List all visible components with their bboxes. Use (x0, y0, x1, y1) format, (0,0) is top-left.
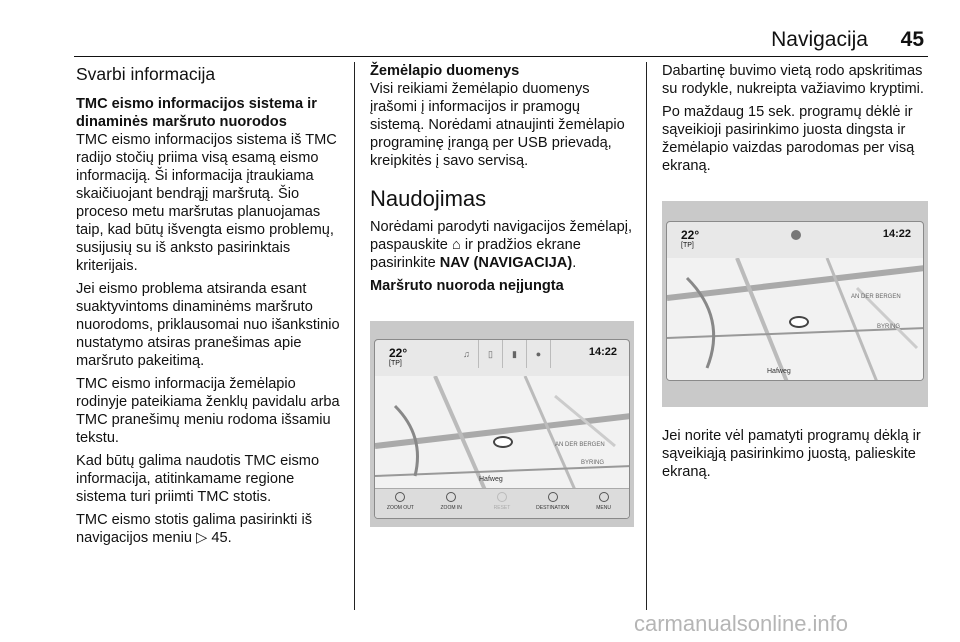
app-tray[interactable] (455, 340, 551, 370)
paragraph: Dabartinę buvimo vietą rodo apskritimas su rodykle, nukreipta važiavimo kryptimi. (662, 63, 924, 97)
tool-label: DESTINATION (536, 505, 570, 511)
zoom-in-button[interactable] (426, 489, 477, 518)
subheading-map-data: Žemėlapio duomenys (370, 63, 520, 79)
page-ref[interactable]: 45. (211, 530, 232, 546)
tool-label: ZOOM IN (440, 505, 462, 511)
tool-label: RESET (493, 505, 511, 511)
paragraph: TMC eismo informacija žemėlapio rodinyje pateikiama ženklų pavidalu arba TMC pranešimų meniu rodoma išsamiu tekstu. (76, 376, 340, 446)
subheading-guidance-off: Maršruto nuoroda neįjungta (370, 278, 564, 294)
home-icon: ⌂ (451, 237, 461, 253)
paragraph: Jei norite vėl pamatyti programų dėklą ir sąveikiąją pasirinkimo juostą, palieskite ekraną. (662, 428, 921, 480)
punctuation: . (572, 255, 577, 271)
zoom-in-icon (446, 492, 456, 502)
interaction-bar (375, 488, 629, 518)
street-label: AN DER BERGEN (851, 294, 901, 300)
paragraph-text: TMC eismo stotis galima pasirinkti iš navigacijos meniu (76, 512, 312, 546)
zoom-out-icon (395, 492, 405, 502)
menu-button[interactable] (578, 489, 629, 518)
phone-icon[interactable]: ▮ (503, 340, 527, 368)
temperature: 22° (681, 228, 700, 242)
section-title-usage: Naudojimas (370, 186, 487, 211)
paragraph (76, 511, 346, 547)
nav-app-icon[interactable]: ● (527, 340, 551, 368)
clock: 14:22 (882, 228, 911, 240)
zoom-out-button[interactable] (375, 489, 426, 518)
watermark: carmanualsonline.info (634, 611, 849, 636)
paragraph (370, 218, 634, 272)
reset-icon (497, 492, 507, 502)
page-number: 45 (900, 28, 924, 51)
position-arrow-icon (493, 436, 513, 448)
paragraph: Visi reikiami žemėlapio duomenys įrašomi į informacijos ir pramogų sistemą. Norėdami atnaujinti žemėlapio programinę įrangą per USB prievadą, kreipkitės į savo servisą. (370, 81, 625, 169)
street-label: BYRING (581, 460, 605, 466)
status-bar (667, 222, 923, 258)
paragraph-text: ir pradžios ekrane pasirinkite (370, 237, 581, 271)
heading-important-info: Svarbi informacija (76, 64, 216, 84)
position-arrow-icon (789, 316, 809, 328)
tool-label: ZOOM OUT (386, 505, 414, 511)
section-title: Navigacija (771, 28, 868, 51)
menu-icon (599, 492, 609, 502)
display-frame (374, 339, 630, 519)
nav-app-icon[interactable] (791, 230, 801, 240)
paragraph: TMC eismo informacijos sistema iš TMC radijo stočių priima visą esamą eismo informaciją. Ši informacija įtraukiama skaičiuojant bendrąjį maršrutą. Šio proceso metu maršrutas planuojamas taip, kad būtų išvengta eismo problemų, susijusių su iš anksto pasirinktais kriterijais. (76, 132, 337, 274)
street-label: AN DER BERGEN (555, 442, 605, 448)
status-bar (375, 340, 629, 376)
paragraph: Po maždaug 15 sek. programų dėklė ir sąveikioji pasirinkimo juosta dingsta ir žemėlapio vaizdas parodomas per visą ekraną. (662, 104, 915, 174)
paragraph: Jei eismo problema atsiranda esant suaktyvintoms dinaminėms maršruto nuorodoms, priklausomai nuo išankstinio nustatymo atsiras pranešimas apie maršruto pakeitimą. (76, 281, 340, 369)
column-3 (662, 62, 928, 486)
column-divider (354, 62, 355, 610)
phone-icon[interactable]: ▯ (479, 340, 503, 368)
header-rule (74, 56, 928, 57)
map-roads (375, 376, 630, 490)
music-icon[interactable]: ♫ (455, 340, 479, 368)
nav-label: NAV (NAVIGACIJA) (439, 255, 573, 271)
column-1 (76, 62, 346, 552)
destination-icon (548, 492, 558, 502)
street-label: BYRING (877, 324, 901, 330)
destination-button[interactable] (527, 489, 578, 518)
page-header (74, 28, 928, 54)
nav-screenshot-1 (370, 321, 634, 527)
tp-indicator: [TP] (389, 360, 402, 367)
temperature: 22° (389, 346, 408, 360)
clock: 14:22 (588, 346, 617, 358)
column-2 (370, 62, 634, 527)
paragraph: Kad būtų galima naudotis TMC eismo informacija, atitinkamame regione sistema turi priimti TMC stotis. (76, 453, 320, 505)
map-view[interactable] (667, 258, 923, 380)
column-divider (646, 62, 647, 610)
tp-indicator: [TP] (681, 242, 694, 249)
reset-button[interactable] (477, 489, 528, 518)
display-frame (666, 221, 924, 381)
current-street: Hafweg (479, 476, 503, 483)
subheading-tmc: TMC eismo informacijos sistema ir dinaminės maršruto nuorodos (76, 96, 317, 130)
tool-label: MENU (596, 505, 611, 511)
page-ref-icon: ▷ (196, 530, 208, 546)
current-street: Hafweg (767, 368, 791, 375)
paragraph-text: Norėdami parodyti navigacijos žemėlapį, paspauskite (370, 219, 633, 253)
nav-screenshot-2 (662, 201, 928, 407)
